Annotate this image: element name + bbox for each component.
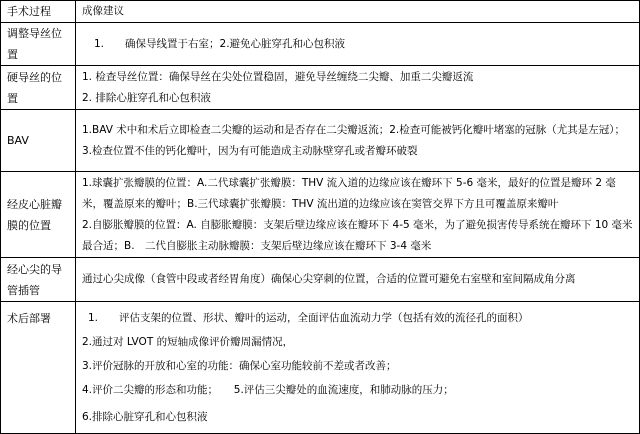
list-item: 4.评价二尖瓣的形态和功能； 5.评估三尖瓣处的血流速度，和肺动脉的压力； xyxy=(82,384,454,396)
row-label-transapical: 经心尖的导管插管 xyxy=(1,258,76,302)
row-content-adjust-guidewire: 1. 确保导线置于右室；2.避免心脏穿孔和心包积液 xyxy=(76,23,640,66)
list-item: 2. 排除心脏穿孔和心包积液 xyxy=(82,91,211,104)
row-label-bav: BAV xyxy=(1,110,76,172)
table-row xyxy=(1,258,640,302)
row-content-valve-position xyxy=(76,172,640,258)
header-procedure: 手术过程 xyxy=(1,1,76,23)
row-label-valve-position: 经皮心脏瓣膜的位置 xyxy=(1,172,76,258)
list-item: 1.球囊扩张瓣膜的位置：A.二代球囊扩张瓣膜：THV 流入道的边缘应该在瓣环下 5-6 毫米，最好的位置是瓣环 2 毫米，覆盖原来的瓣叶；B.三代球囊扩张瓣膜：THV 流出道的边缘应该在窦管交界下方且可覆盖原来瓣叶 xyxy=(82,176,616,210)
header-imaging: 成像建议 xyxy=(76,1,640,23)
row-content-post-deployment xyxy=(76,302,640,434)
table-row xyxy=(1,110,640,172)
row-label-post-deployment: 术后部署 xyxy=(1,302,76,434)
list-item: 6.排除心脏穿孔和心包积液 xyxy=(82,411,208,423)
table-row xyxy=(1,302,640,434)
list-item: 3.评价冠脉的开放和心室的功能：确保心室功能较前不差或者改善； xyxy=(82,360,397,372)
row-content-stiff-wire xyxy=(76,66,640,110)
list-item: 2.通过对 LVOT 的短轴成像评价瓣周漏情况， xyxy=(82,336,294,348)
row-label-adjust-guidewire: 调整导丝位置 xyxy=(1,23,76,66)
list-item: 1.BAV 术中和术后立即检查二尖瓣的运动和是否存在二尖瓣返流；2.检查可能被钙化瓣叶堵塞的冠脉（尤其是左冠）；3.检查位置不佳的钙化瓣叶，因为有可能造成主动脉壁穿孔或者瓣环破裂 xyxy=(82,123,626,157)
table-row xyxy=(1,172,640,258)
row-label-stiff-wire: 硬导丝的位置 xyxy=(1,66,76,110)
row-content-bav xyxy=(76,110,640,172)
table-header-row xyxy=(1,1,640,23)
table-row xyxy=(1,66,640,110)
table-row xyxy=(1,23,640,66)
list-item: 1. 检查导丝位置：确保导丝在尖处位置稳固，避免导丝缠绕二尖瓣、加重二尖瓣返流 xyxy=(82,70,474,83)
row-content-transapical: 通过心尖成像（食管中段或者经胃角度）确保心尖穿刺的位置，合适的位置可避免右室壁和室间隔成角分离 xyxy=(76,258,640,302)
list-item: 2.自膨胀瓣膜的位置：A. 自膨胀瓣膜：支架后壁边缘应该在瓣环下 4-5 毫米，为了避免损害传导系统在瓣环下 10 毫米最合适；B. 二代自膨胀主动脉瓣膜：支架后壁边缘应该在瓣环下 3-4 毫米 xyxy=(82,218,633,252)
list-item: 1. 评估支架的位置、形状、瓣叶的运动，全面评估血流动力学（包括有效的流径孔的面积） xyxy=(88,312,529,324)
